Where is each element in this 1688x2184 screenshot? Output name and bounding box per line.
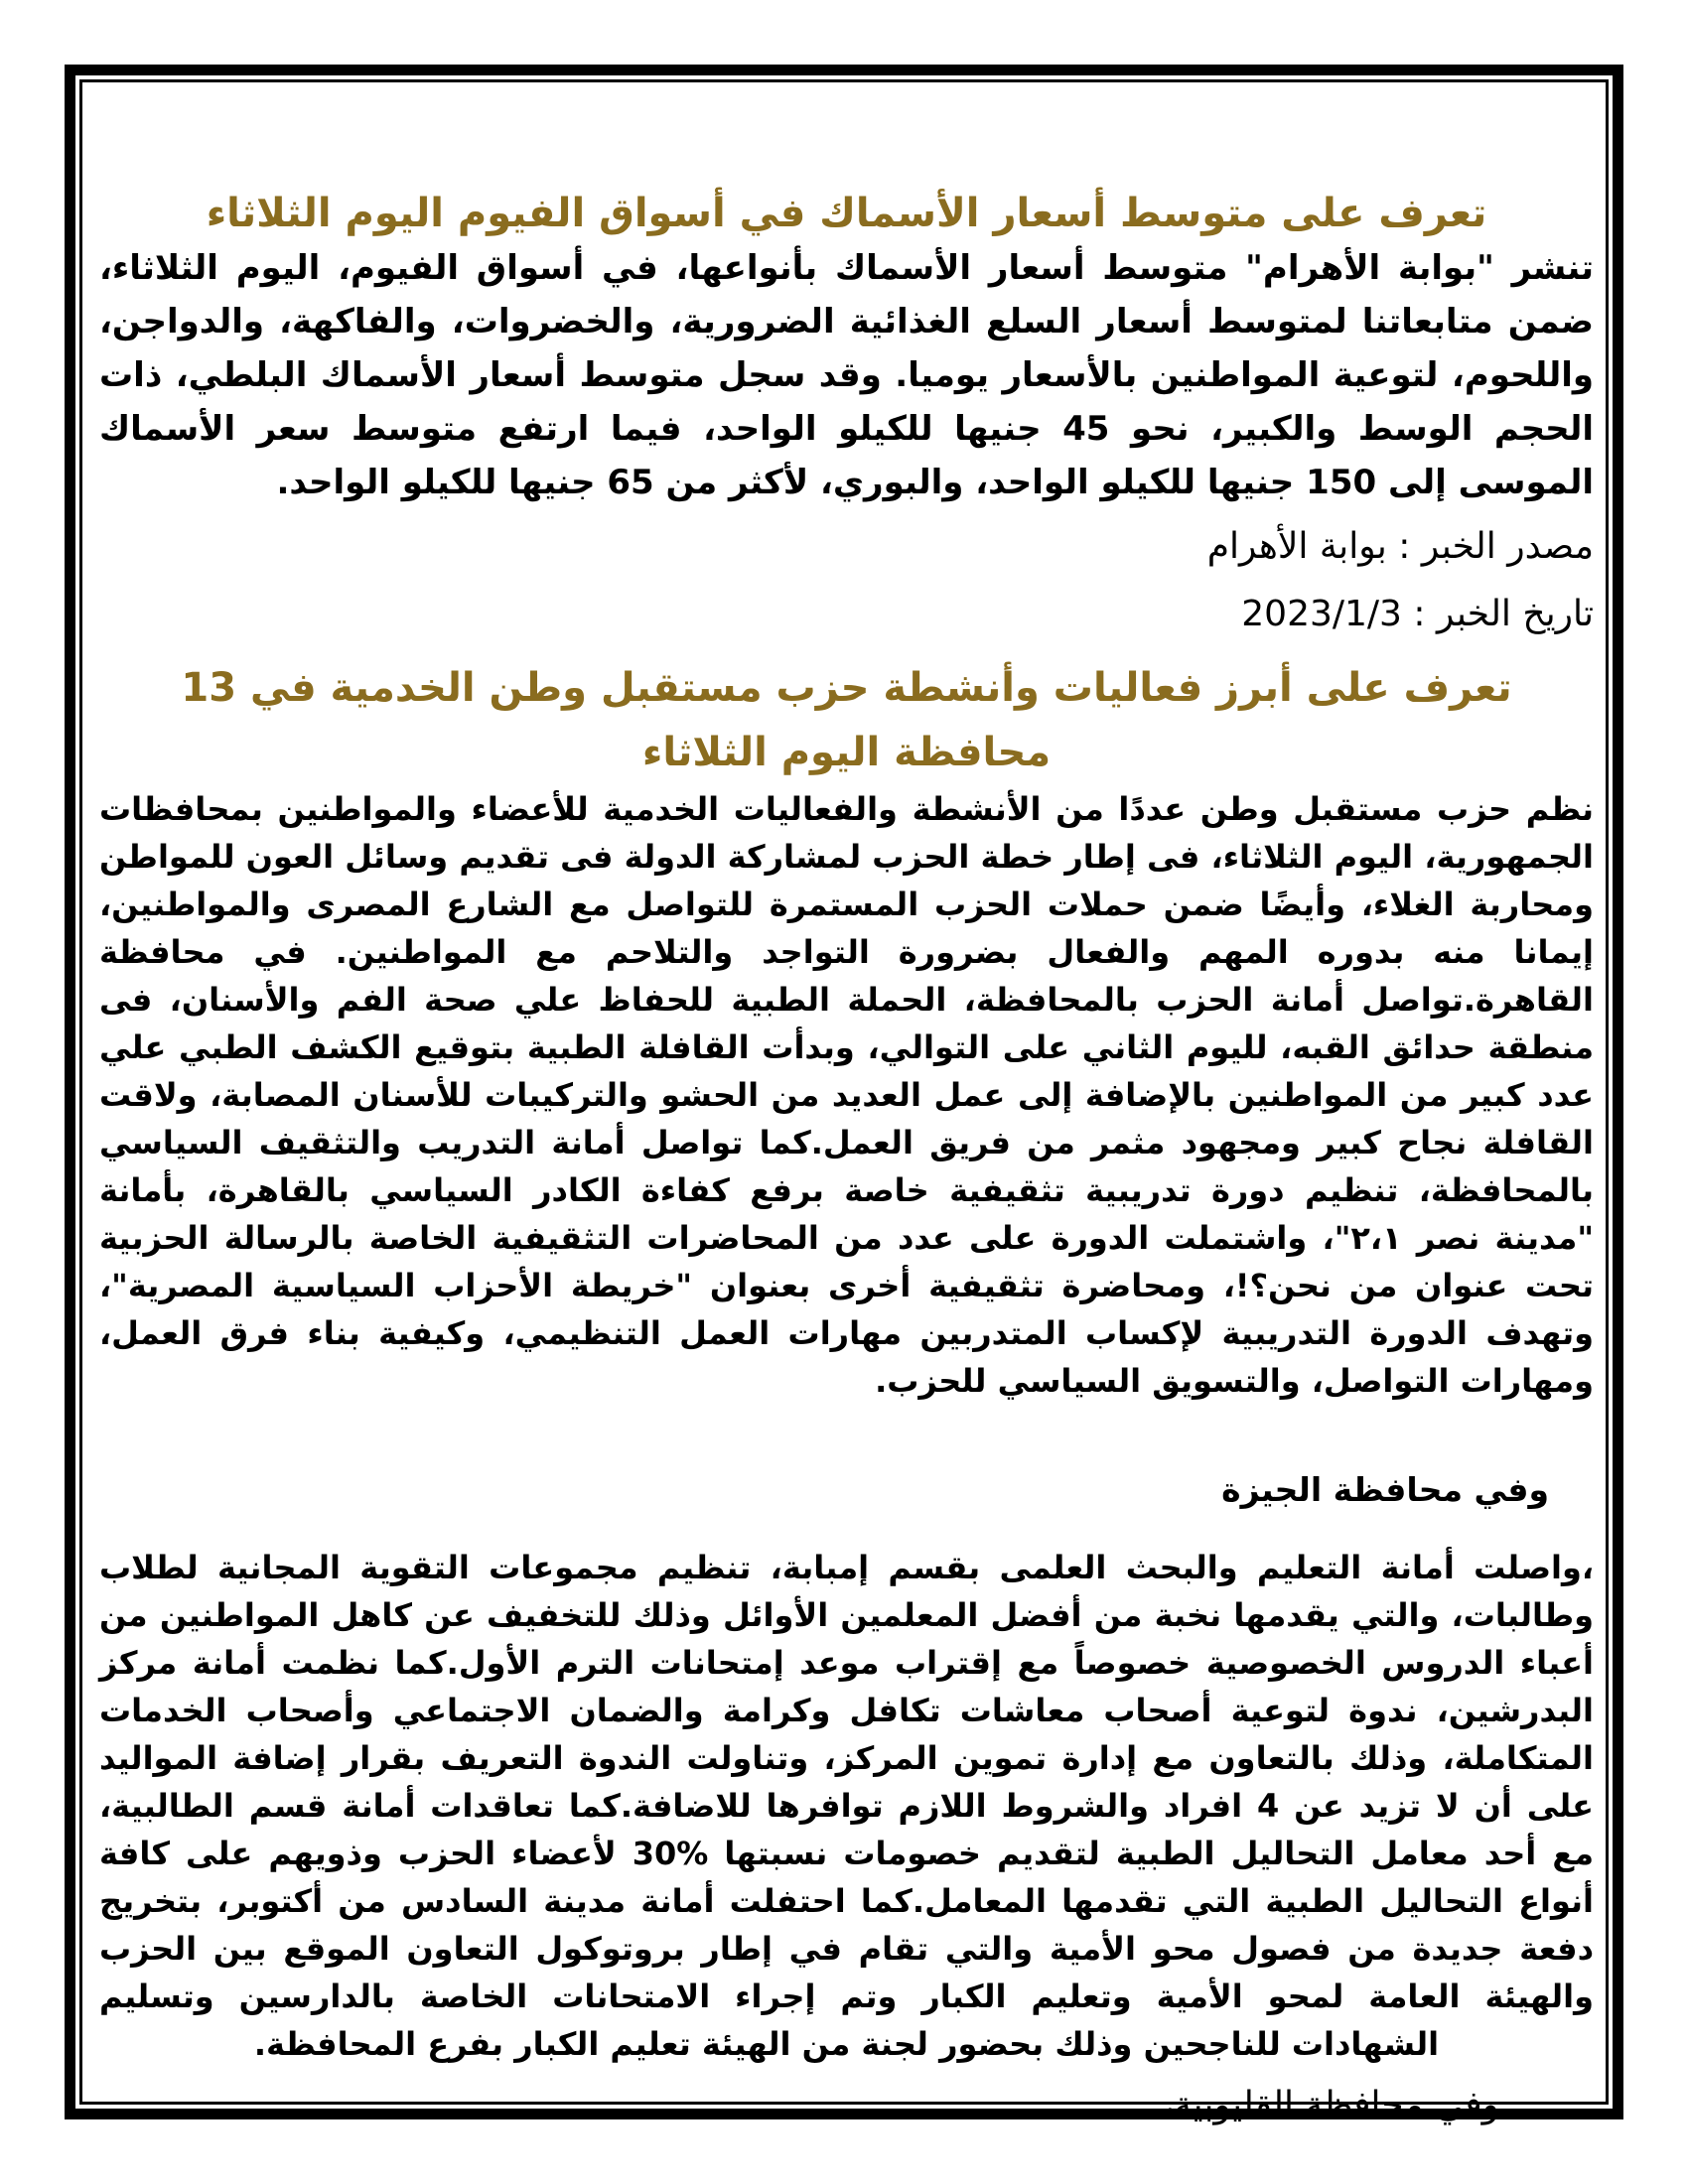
page-content [82, 82, 1606, 2125]
article2-title: تعرف على أبرز فعاليات وأنشطة حزب مستقبل وطن الخدمية في 13 محافظة اليوم الثلاثاء [181, 665, 1512, 776]
article1-date-line: تاريخ الخبر : 2023/1/3 [1241, 594, 1594, 635]
article2-body: نظم حزب مستقبل وطن عددًا من الأنشطة والفعاليات الخدمية للأعضاء والمواطنين بمحافظات الجمهورية، اليوم الثلاثاء، فى إطار خطة الحزب لمشاركة الدولة فى تقديم وسائل العون للمواطن ومحاربة الغلاء، وأيضًا ضمن حملات الحزب المستمرة للتواصل مع الشارع المصرى والمواطنين، إيمانا منه بدوره المهم والفعال بضرورة التواجد والتلاحم مع المواطنين. في محافظة القاهرة.تواصل أمانة الحزب بالمحافظة، الحملة الطبية للحفاظ علي صحة الفم والأسنان، فى منطقة حدائق القبه، لليوم الثاني على التوالي، وبدأت القافلة الطبية بتوقيع الكشف الطبي علي عدد كبير من المواطنين بالإضافة إلى عمل العديد من الحشو والتركيبات للأسنان المصابة، ولاقت القافلة نجاح كبير ومجهود مثمر من فريق العمل.كما تواصل أمانة التدريب والتثقيف السياسي بالمحافظة، تنظيم دورة تدريبية تثقيفية خاصة برفع كفاءة الكادر السياسي بالقاهرة، بأمانة "مدينة نصر ٢،١"، واشتملت الدورة على عدد من المحاضرات التثقيفية الخاصة بالرسالة الحزبية تحت عنوان من نحن؟!، ومحاضرة تثقيفية أخرى بعنوان "خريطة الأحزاب السياسية المصرية"، وتهدف الدورة التدريبية لإكساب المتدربين مهارات العمل التنظيمي، وكيفية بناء فرق العمل، ومهارات التواصل، والتسويق السياسي للحزب. [99, 789, 1595, 1400]
article1-body: تنشر "بوابة الأهرام" متوسط أسعار الأسماك بأنواعها، في أسواق الفيوم، اليوم الثلاثاء، ضمن متابعاتنا لمتوسط أسعار السلع الغذائية الضرورية، والخضروات، والفاكهة، والدواجن، واللحوم، لتوعية المواطنين بالأسعار يوميا. وقد سجل متوسط أسعار الأسماك البلطي، ذات الحجم الوسط والكبير، نحو 45 جنيها للكيلو الواحد، فيما ارتفع متوسط سعر الأسماك الموسى إلى 150 جنيها للكيلو الواحد، والبوري، لأكثر من 65 جنيها للكيلو الواحد. [99, 248, 1594, 502]
page-border-outer [65, 65, 1623, 2125]
qalyubia-section-heading: وفي محافظة القليوبية، [1162, 2084, 1499, 2125]
article1-source-line: مصدر الخبر : بوابة الأهرام [1206, 526, 1594, 567]
giza-section-body: ،واصلت أمانة التعليم والبحث العلمى بقسم إمبابة، تنظيم مجموعات التقوية المجانية لطلاب وطالبات، والتي يقدمها نخبة من أفضل المعلمين الأوائل وذلك للتخفيف عن كاهل المواطنين من أعباء الدروس الخصوصية خصوصاً مع إقتراب موعد إمتحانات الترم الأول.كما نظمت أمانة مركز البدرشين، ندوة لتوعية أصحاب معاشات تكافل وكرامة والضمان الاجتماعي وأصحاب الخدمات المتكاملة، وذلك بالتعاون مع إدارة تموين المركز، وتناولت الندوة التعريف بقرار إضافة المواليد على أن لا تزيد عن 4 افراد والشروط اللازم توافرها للاضافة.كما تعاقدات أمانة قسم الطالبية، مع أحد معامل التحاليل الطبية لتقديم خصومات نسبتها %30 لأعضاء الحزب وذويهم على كافة أنواع التحاليل الطبية التي تقدمها المعامل.كما احتفلت أمانة مدينة السادس من أكتوبر، بتخريج دفعة جديدة من فصول محو الأمية والتي تقام في إطار بروتوكول التعاون الموقع بين الحزب والهيئة العامة لمحو الأمية وتعليم الكبار وتم إجراء الامتحانات الخاصة بالدارسين وتسليم الشهادات للناجحين وذلك بحضور لجنة من الهيئة تعليم الكبار بفرع المحافظة. [99, 1548, 1595, 2063]
article1-title: تعرف على متوسط أسعار الأسماك في أسواق الفيوم اليوم الثلاثاء [206, 191, 1487, 236]
giza-section-heading: وفي محافظة الجيزة [1221, 1469, 1549, 1509]
page-border-inner [79, 79, 1609, 2125]
